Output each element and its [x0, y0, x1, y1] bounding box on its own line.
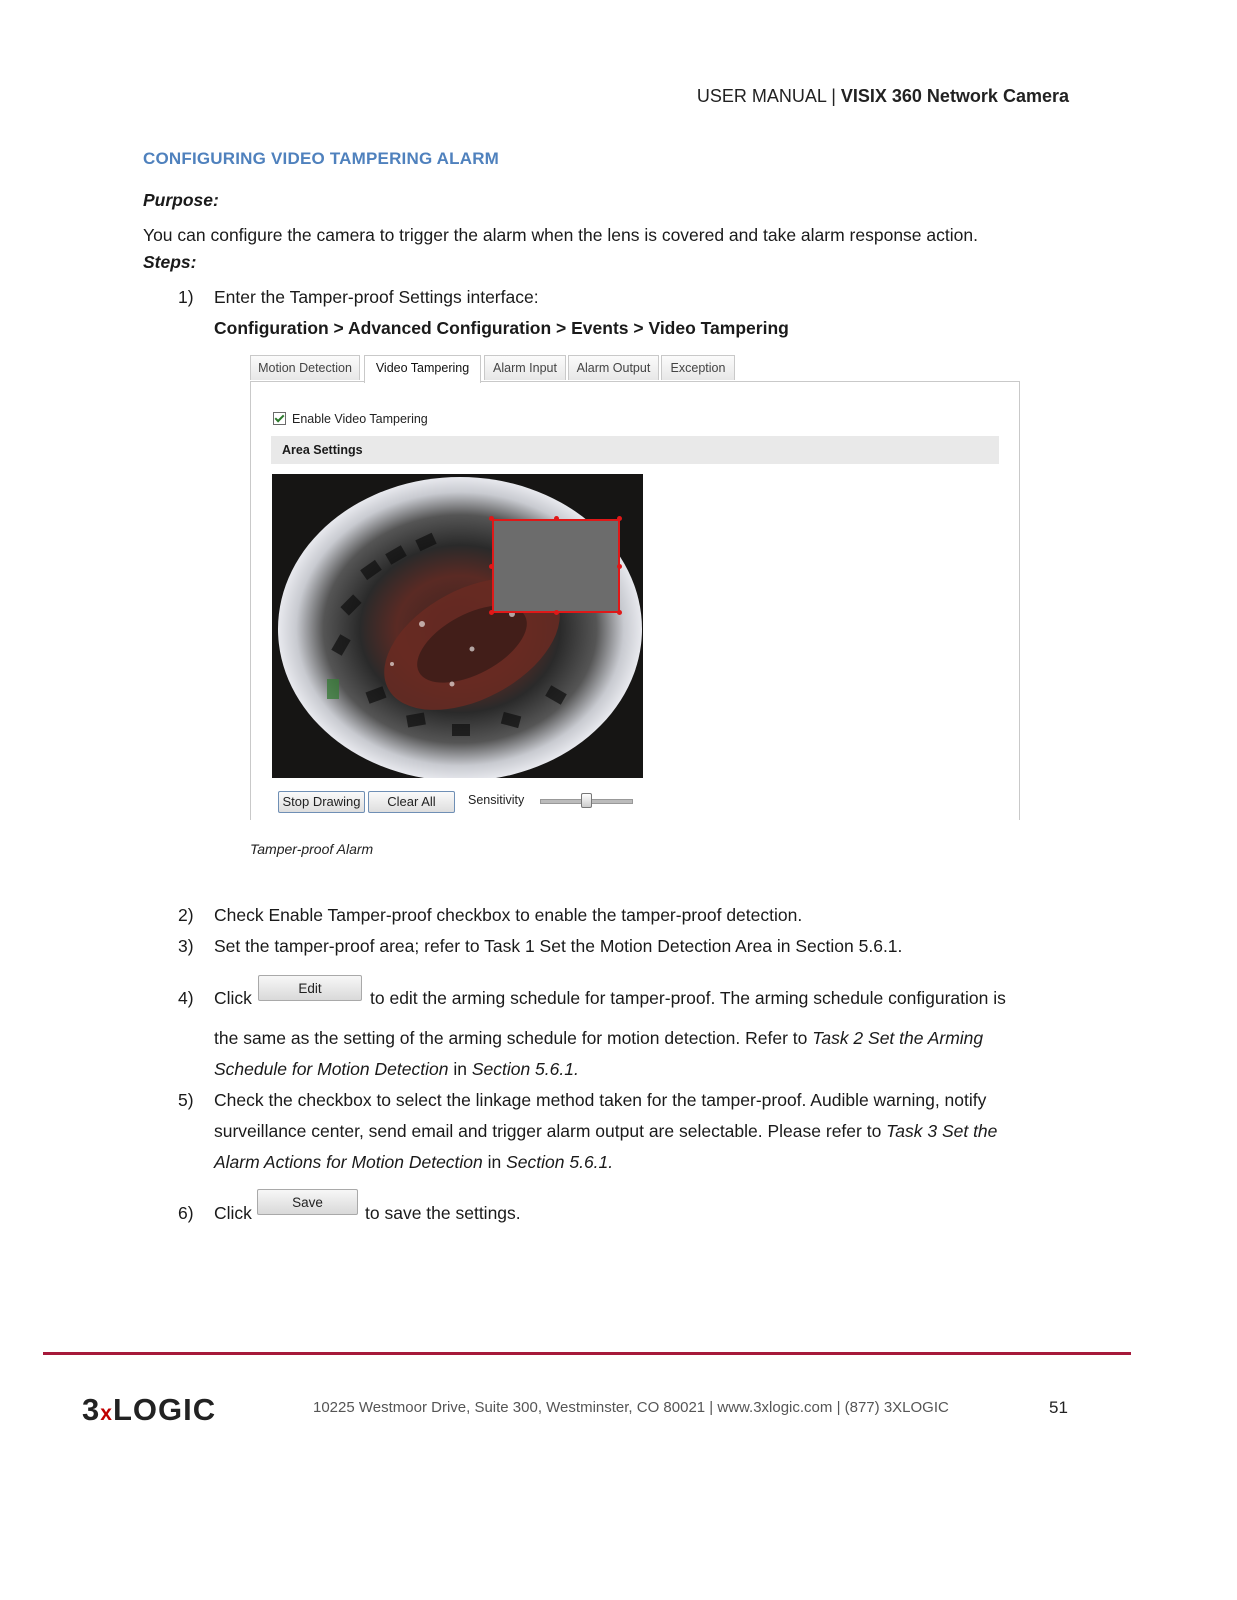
step-text: Check the checkbox to select the linkage method taken for the tamper-proof. Audible warning, notify — [214, 1090, 987, 1110]
step-text-line — [214, 1147, 613, 1178]
settings-panel — [250, 381, 1020, 820]
step-text-run: in — [482, 1152, 507, 1172]
task-reference: Task 2 Set the Arming — [812, 1028, 984, 1048]
step-text-run: the same as the setting of the arming schedule for motion detection. Refer to — [214, 1028, 813, 1048]
clear-all-button[interactable]: Clear All — [368, 791, 455, 813]
footer-divider — [43, 1352, 1131, 1355]
mask-handle[interactable] — [554, 516, 559, 521]
save-button: Save — [257, 1189, 358, 1215]
step-text: Set the tamper-proof area; refer to Task 1 Set the Motion Detection Area in Section 5.6.1. — [214, 936, 903, 956]
header-separator: | — [826, 86, 841, 106]
step-text-line — [214, 1054, 579, 1085]
mask-handle[interactable] — [489, 564, 494, 569]
step-text-run: in — [448, 1059, 472, 1079]
purpose-text: You can configure the camera to trigger the alarm when the lens is covered and take alarm response action. — [143, 225, 978, 245]
running-header — [697, 86, 1069, 107]
step-number: 1) — [178, 287, 194, 307]
tab-bar — [250, 355, 1020, 382]
purpose-label: Purpose: — [143, 190, 219, 210]
step-text-line — [214, 1116, 997, 1147]
section-title: CONFIGURING VIDEO TAMPERING ALARM — [143, 149, 500, 168]
stop-drawing-button[interactable]: Stop Drawing — [278, 791, 365, 813]
edit-button: Edit — [258, 975, 362, 1001]
section-reference: Section 5.6.1. — [506, 1152, 614, 1172]
area-settings-header: Area Settings — [271, 436, 999, 464]
live-video-view[interactable] — [272, 474, 643, 778]
mask-handle[interactable] — [617, 516, 622, 521]
step-number: 5) — [178, 1090, 194, 1110]
section-reference: Section 5.6.1. — [471, 1059, 579, 1079]
mask-handle[interactable] — [489, 610, 494, 615]
enable-checkbox[interactable] — [273, 412, 286, 425]
step-text: to edit the arming schedule for tamper-proof. The arming schedule configuration is — [370, 988, 1006, 1008]
task-reference: Schedule for Motion Detection — [214, 1059, 449, 1079]
enable-label: Enable Video Tampering — [292, 412, 428, 426]
navigation-path: Configuration > Advanced Configuration > Events > Video Tampering — [214, 318, 789, 338]
step-number: 2) — [178, 905, 194, 925]
step-text: to save the settings. — [365, 1203, 521, 1223]
page-number: 51 — [1049, 1398, 1068, 1417]
step-number: 6) — [178, 1203, 194, 1223]
step-text: Check Enable Tamper-proof checkbox to enable the tamper-proof detection. — [214, 905, 803, 925]
tab-alarm-input[interactable]: Alarm Input — [484, 355, 566, 380]
step-number: 3) — [178, 936, 194, 956]
figure-caption: Tamper-proof Alarm — [250, 841, 374, 857]
sensitivity-label: Sensitivity — [468, 793, 525, 807]
task-reference: Alarm Actions for Motion Detection — [214, 1152, 483, 1172]
tab-exception[interactable]: Exception — [661, 355, 735, 380]
mask-handle[interactable] — [489, 516, 494, 521]
footer-address: 10225 Westmoor Drive, Suite 300, Westminster, CO 80021 | www.3xlogic.com | (877) 3XLOGIC — [313, 1399, 949, 1416]
step-text: Enter the Tamper-proof Settings interface: — [214, 287, 539, 307]
step-number: 4) — [178, 988, 194, 1008]
task-reference: Task 3 Set the — [886, 1121, 998, 1141]
tab-alarm-output[interactable]: Alarm Output — [568, 355, 659, 380]
step-text-run: surveillance center, send email and trigger alarm output are selectable. Please refer to — [214, 1121, 887, 1141]
mask-handle[interactable] — [554, 610, 559, 615]
step-click-word: Click — [214, 988, 252, 1008]
step-text-line — [214, 1023, 983, 1054]
tab-video-tampering[interactable]: Video Tampering — [364, 355, 481, 383]
tab-motion-detection[interactable]: Motion Detection — [250, 355, 360, 380]
tamper-area-rectangle[interactable] — [492, 519, 620, 613]
tamper-settings-screenshot — [250, 355, 1020, 820]
sensitivity-slider-thumb[interactable] — [581, 793, 592, 808]
mask-handle[interactable] — [617, 564, 622, 569]
steps-label: Steps: — [143, 252, 197, 272]
header-product: VISIX 360 Network Camera — [840, 86, 1069, 106]
enable-row — [273, 412, 428, 426]
company-logo: 3xLOGIC — [82, 1392, 217, 1427]
header-prefix: USER MANUAL — [696, 86, 827, 106]
mask-handle[interactable] — [617, 610, 622, 615]
step-click-word: Click — [214, 1203, 252, 1223]
